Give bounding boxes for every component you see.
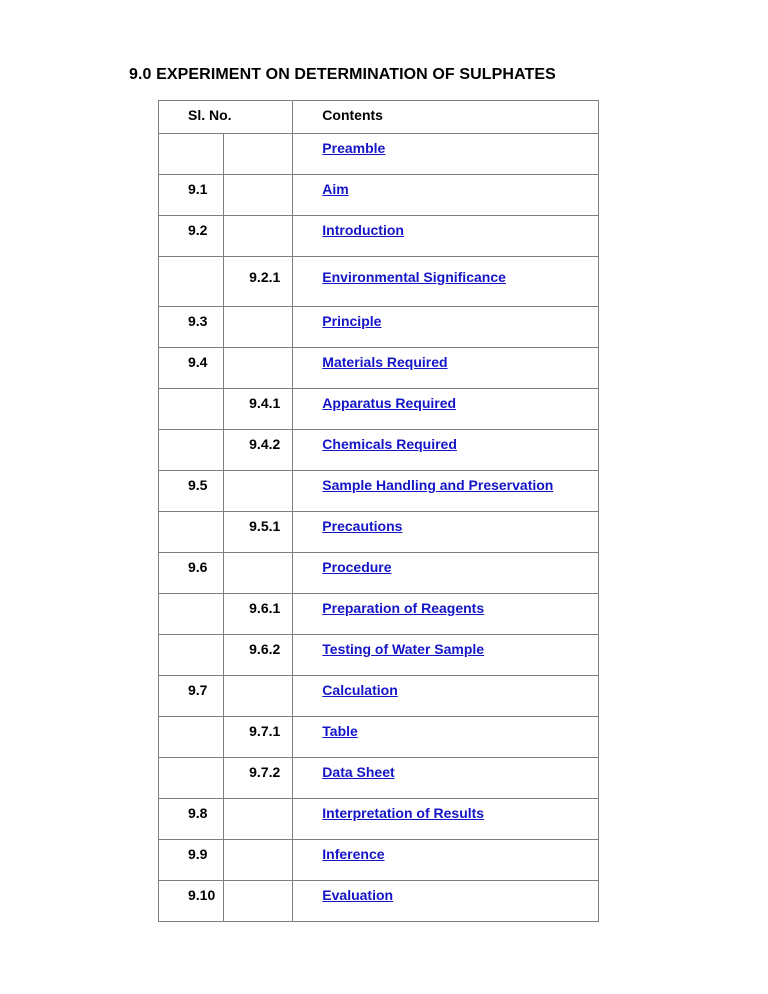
table-row: [159, 840, 599, 881]
table-header-row: [159, 101, 599, 134]
contents-cell: [293, 307, 599, 348]
subsection-number-cell: [224, 257, 293, 307]
contents-cell: [293, 553, 599, 594]
section-number-cell: [159, 635, 224, 676]
contents-link[interactable]: Procedure: [322, 559, 392, 575]
subsection-number: [224, 840, 292, 846]
section-number-cell: [159, 553, 224, 594]
subsection-number: 9.5.1: [249, 518, 281, 534]
subsection-number-cell: [224, 348, 293, 389]
sl-no-header: [159, 101, 293, 134]
section-number-cell: [159, 257, 224, 307]
contents-link[interactable]: Inference: [322, 846, 385, 862]
contents-link[interactable]: Testing of Water Sample: [322, 641, 485, 657]
subsection-number-cell: [224, 799, 293, 840]
contents-cell-text: [293, 676, 598, 698]
table-row: [159, 676, 599, 717]
subsection-number: 9.7.1: [249, 723, 281, 739]
section-number-cell: [159, 676, 224, 717]
contents-cell-text: [293, 175, 598, 197]
contents-link[interactable]: Data Sheet: [322, 764, 395, 780]
contents-cell-text: [293, 307, 598, 329]
contents-cell-text: [293, 635, 598, 657]
subsection-number-cell: [224, 553, 293, 594]
table-row: [159, 471, 599, 512]
section-number-cell: [159, 348, 224, 389]
section-number: [159, 134, 223, 140]
subsection-number-cell: [224, 134, 293, 175]
contents-cell-text: [293, 512, 598, 534]
contents-cell: [293, 881, 599, 922]
section-number-cell: [159, 512, 224, 553]
contents-link[interactable]: Chemicals Required: [322, 436, 457, 452]
subsection-number-cell: [224, 471, 293, 512]
section-number-cell: [159, 799, 224, 840]
subsection-number: [224, 307, 292, 313]
section-number-cell: [159, 216, 224, 257]
subsection-number: [224, 553, 292, 559]
contents-cell: [293, 758, 599, 799]
section-number-cell: [159, 717, 224, 758]
table-row: [159, 717, 599, 758]
subsection-number-cell: [224, 676, 293, 717]
contents-link[interactable]: Calculation: [322, 682, 398, 698]
contents-link[interactable]: Apparatus Required: [322, 395, 457, 411]
subsection-number-cell: [224, 635, 293, 676]
contents-cell-text: [293, 389, 598, 411]
contents-cell: [293, 175, 599, 216]
section-number: [159, 512, 223, 518]
subsection-number-cell: [224, 216, 293, 257]
subsection-number: [224, 676, 292, 682]
contents-cell: [293, 799, 599, 840]
subsection-number: 9.6.2: [249, 641, 281, 657]
subsection-number-cell: [224, 430, 293, 471]
section-number: 9.1: [188, 181, 208, 197]
contents-header: [293, 101, 599, 134]
table-row: [159, 307, 599, 348]
contents-cell: [293, 594, 599, 635]
table-row: [159, 799, 599, 840]
table-row: [159, 553, 599, 594]
subsection-number: [224, 216, 292, 222]
contents-link[interactable]: Preamble: [322, 140, 386, 156]
subsection-number: [224, 134, 292, 140]
table-row: [159, 635, 599, 676]
table-row: [159, 216, 599, 257]
section-number-cell: [159, 134, 224, 175]
table-row: [159, 430, 599, 471]
contents-link[interactable]: Table: [322, 723, 358, 739]
subsection-number: [224, 799, 292, 805]
subsection-number: [224, 881, 292, 887]
contents-link[interactable]: Precautions: [322, 518, 403, 534]
section-number-cell: [159, 389, 224, 430]
subsection-number-cell: [224, 840, 293, 881]
section-number: [159, 635, 223, 641]
contents-table: [158, 100, 599, 922]
contents-cell-text: [293, 471, 598, 493]
subsection-number: [224, 175, 292, 181]
section-number-cell: [159, 594, 224, 635]
subsection-number-cell: [224, 758, 293, 799]
page-title: 9.0 EXPERIMENT ON DETERMINATION OF SULPHATES: [129, 66, 556, 83]
subsection-number-cell: [224, 512, 293, 553]
contents-link[interactable]: Interpretation of Results: [322, 805, 485, 821]
section-number: 9.6: [188, 559, 208, 575]
subsection-number: 9.4.1: [249, 395, 281, 411]
contents-link[interactable]: Aim: [322, 181, 349, 197]
contents-cell-text: [293, 348, 598, 370]
section-number: 9.5: [188, 477, 208, 493]
contents-cell: [293, 348, 599, 389]
contents-cell-text: [293, 840, 598, 862]
contents-link[interactable]: Principle: [322, 313, 382, 329]
section-number: 9.4: [188, 354, 208, 370]
contents-cell-text: [293, 594, 598, 616]
section-number: 9.3: [188, 313, 208, 329]
subsection-number-cell: [224, 307, 293, 348]
subsection-number-cell: [224, 389, 293, 430]
subsection-number-cell: [224, 175, 293, 216]
contents-cell-text: [293, 881, 598, 903]
section-number: 9.9: [188, 846, 208, 862]
subsection-number-cell: [224, 717, 293, 758]
contents-cell-text: [293, 134, 598, 156]
contents-link[interactable]: Materials Required: [322, 354, 448, 370]
contents-link[interactable]: Environmental Significance: [322, 269, 506, 285]
subsection-number: 9.2.1: [249, 269, 281, 285]
section-number: [159, 594, 223, 600]
section-number-cell: [159, 758, 224, 799]
section-number-cell: [159, 840, 224, 881]
contents-cell: [293, 471, 599, 512]
table-row: [159, 348, 599, 389]
section-number-cell: [159, 175, 224, 216]
contents-link[interactable]: Sample Handling and Preservation: [322, 477, 554, 493]
section-number: [159, 257, 223, 269]
section-number: 9.2: [188, 222, 208, 238]
subsection-number: [224, 348, 292, 354]
table-row: [159, 881, 599, 922]
contents-cell-text: [293, 799, 598, 821]
contents-cell: [293, 216, 599, 257]
section-number-cell: [159, 881, 224, 922]
contents-cell: [293, 840, 599, 881]
contents-cell: [293, 430, 599, 471]
table-row: [159, 389, 599, 430]
section-number: [159, 389, 223, 395]
contents-header-label: Contents: [322, 107, 383, 123]
subsection-number: 9.6.1: [249, 600, 281, 616]
section-number-cell: [159, 430, 224, 471]
contents-cell-text: [293, 758, 598, 780]
subsection-number-cell: [224, 594, 293, 635]
contents-cell-text: [293, 430, 598, 452]
contents-cell: [293, 635, 599, 676]
subsection-number: 9.7.2: [249, 764, 281, 780]
section-number-cell: [159, 471, 224, 512]
contents-link[interactable]: Evaluation: [322, 887, 394, 903]
table-row: [159, 134, 599, 175]
contents-cell: [293, 676, 599, 717]
contents-cell: [293, 257, 599, 307]
contents-cell-text: [293, 257, 598, 285]
section-number: 9.10: [188, 887, 216, 903]
section-number: [159, 430, 223, 436]
contents-cell: [293, 717, 599, 758]
contents-cell-text: [293, 216, 598, 238]
contents-cell: [293, 512, 599, 553]
subsection-number-cell: [224, 881, 293, 922]
subsection-number: 9.4.2: [249, 436, 281, 452]
contents-cell-text: [293, 717, 598, 739]
contents-cell: [293, 389, 599, 430]
table-row: [159, 594, 599, 635]
section-number: 9.8: [188, 805, 208, 821]
section-number: [159, 717, 223, 723]
contents-link[interactable]: Preparation of Reagents: [322, 600, 485, 616]
sl-no-header-label: Sl. No.: [188, 107, 232, 123]
section-number: 9.7: [188, 682, 208, 698]
table-row: [159, 257, 599, 307]
table-row: [159, 175, 599, 216]
table-row: [159, 512, 599, 553]
section-number: [159, 758, 223, 764]
contents-link[interactable]: Introduction: [322, 222, 404, 238]
contents-cell: [293, 134, 599, 175]
table-row: [159, 758, 599, 799]
section-number-cell: [159, 307, 224, 348]
subsection-number: [224, 471, 292, 477]
contents-cell-text: [293, 553, 598, 575]
